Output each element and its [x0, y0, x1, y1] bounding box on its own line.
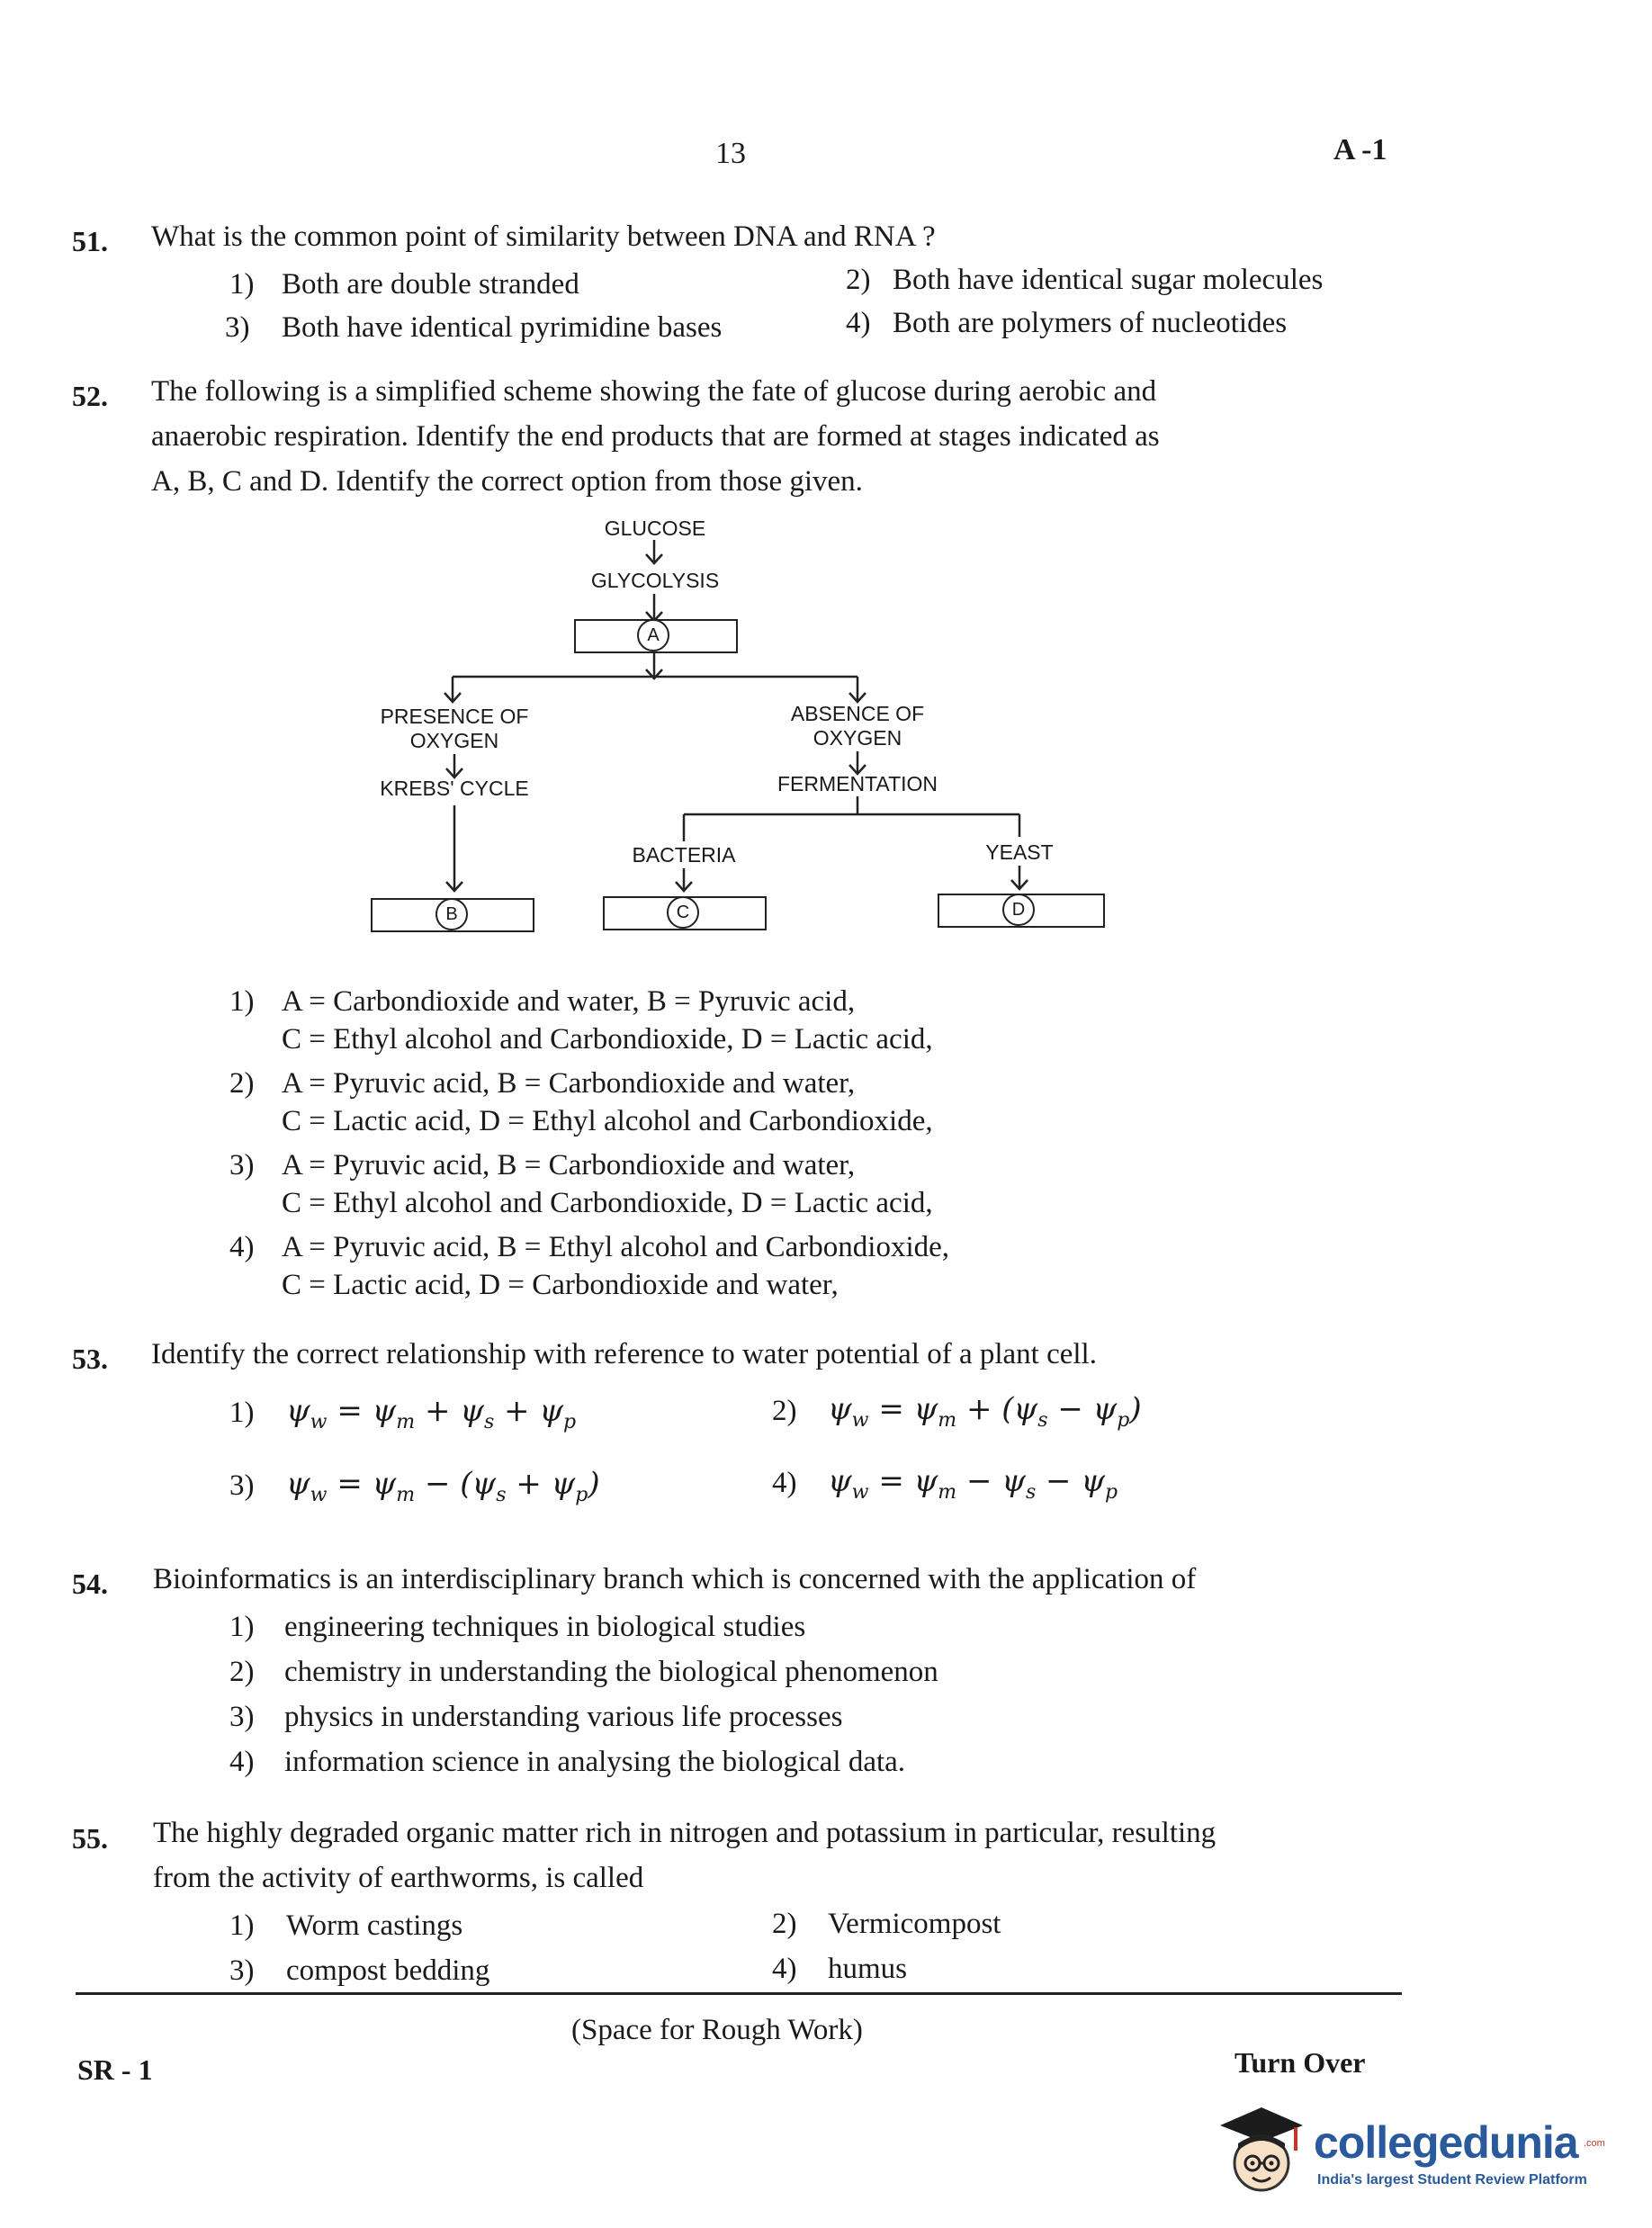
question-55-line-1: The highly degraded organic matter rich in nitrogen and potassium in particular, resulting	[153, 1817, 1217, 1849]
diagram-fermentation: FERMENTATION	[777, 772, 938, 795]
q53-option-2-num: 2)	[772, 1395, 797, 1427]
q55-option-4: humus	[828, 1953, 908, 1985]
q54-option-2: chemistry in understanding the biological phenomenon	[284, 1656, 938, 1688]
diagram-yeast: YEAST	[985, 840, 1054, 864]
question-51-text: What is the common point of similarity between DNA and RNA ?	[151, 220, 936, 253]
question-53-text: Identify the correct relationship with reference to water potential of a plant cell.	[151, 1338, 1097, 1370]
q54-option-4: information science in analysing the biological data.	[284, 1746, 906, 1778]
q54-option-2-num: 2)	[229, 1656, 255, 1688]
diagram-bacteria: BACTERIA	[632, 843, 736, 867]
q52-option-3-line-2: C = Ethyl alcohol and Carbondioxide, D = Lactic acid,	[282, 1187, 933, 1219]
footer-rule	[76, 1992, 1402, 1995]
rough-work-label: (Space for Rough Work)	[571, 2014, 863, 2046]
turn-over-clip	[1235, 2039, 1405, 2079]
brand-suffix: .com	[1584, 2138, 1605, 2149]
q54-option-3: physics in understanding various life processes	[284, 1701, 843, 1733]
q51-option-2-num: 2)	[846, 264, 871, 296]
q51-option-4-num: 4)	[846, 307, 871, 339]
question-51-number: 51.	[72, 225, 108, 257]
q52-option-4-num: 4)	[229, 1231, 255, 1263]
q52-option-1-line-1: A = Carbondioxide and water, B = Pyruvic acid,	[282, 985, 856, 1018]
q52-option-2-line-2: C = Lactic acid, D = Ethyl alcohol and Carbondioxide,	[282, 1105, 933, 1137]
question-52-line-3: A, B, C and D. Identify the correct option from those given.	[151, 465, 863, 498]
q51-option-3: Both have identical pyrimidine bases	[282, 311, 723, 344]
diagram-absence-line-2: OXYGEN	[813, 726, 902, 750]
q55-option-4-num: 4)	[772, 1953, 797, 1985]
diagram-lines	[0, 0, 1652, 990]
q55-option-3-num: 3)	[229, 1954, 255, 1987]
question-52-line-2: anaerobic respiration. Identify the end products that are formed at stages indicated as	[151, 420, 1160, 453]
q53-option-3-num: 3)	[229, 1469, 255, 1502]
q51-option-3-num: 3)	[225, 311, 250, 344]
diagram-presence-line-1: PRESENCE OF	[380, 705, 529, 728]
question-54-number: 54.	[72, 1568, 108, 1600]
q51-option-1-num: 1)	[229, 268, 255, 301]
q52-option-1-line-2: C = Ethyl alcohol and Carbondioxide, D = Lactic acid,	[282, 1023, 933, 1056]
question-54-text: Bioinformatics is an interdisciplinary branch which is concerned with the application of	[153, 1563, 1197, 1595]
q54-option-4-num: 4)	[229, 1746, 255, 1778]
brand-name: collegedunia	[1314, 2117, 1578, 2168]
q54-option-1-num: 1)	[229, 1611, 255, 1643]
page-number: 13	[715, 137, 746, 170]
question-52-line-1: The following is a simplified scheme showing the fate of glucose during aerobic and	[151, 375, 1157, 408]
diagram-glucose: GLUCOSE	[604, 517, 706, 540]
circle-b: B	[435, 898, 468, 930]
question-53-number: 53.	[72, 1343, 108, 1375]
circle-a: A	[637, 619, 669, 651]
q53-option-4-num: 4)	[772, 1467, 797, 1499]
respiration-diagram	[0, 0, 1652, 990]
diagram-glycolysis: GLYCOLYSIS	[590, 569, 720, 592]
q53-option-1-formula: $\psi_w = \psi_m + \psi_s + \psi_p$	[286, 1393, 577, 1433]
q52-option-2-line-1: A = Pyruvic acid, B = Carbondioxide and water,	[282, 1067, 856, 1100]
question-55-number: 55.	[72, 1822, 108, 1855]
circle-d: D	[1002, 894, 1035, 926]
circle-c: C	[667, 896, 699, 929]
q53-option-1-num: 1)	[229, 1397, 255, 1429]
q54-option-3-num: 3)	[229, 1701, 255, 1733]
question-55-line-2: from the activity of earthworms, is called	[153, 1862, 644, 1894]
diagram-presence-line-2: OXYGEN	[409, 729, 499, 752]
question-52-number: 52.	[72, 380, 108, 412]
mascot-logo-icon	[1217, 2104, 1306, 2203]
q51-option-4: Both are polymers of nucleotides	[893, 307, 1288, 339]
paper-code: A -1	[1333, 133, 1387, 166]
q52-option-3-line-1: A = Pyruvic acid, B = Carbondioxide and water,	[282, 1149, 856, 1181]
series-code: SR - 1	[77, 2053, 153, 2086]
turn-over-label: Turn Over	[1235, 2046, 1366, 2079]
q53-option-2-formula: $\psi_w = \psi_m + (\psi_s - \psi_p)$	[828, 1391, 1142, 1432]
diagram-krebs: KREBS' CYCLE	[380, 777, 529, 800]
q52-option-4-line-2: C = Lactic acid, D = Carbondioxide and water,	[282, 1269, 839, 1301]
q55-option-1-num: 1)	[229, 1909, 255, 1942]
brand-tagline: India's largest Student Review Platform	[1317, 2172, 1587, 2188]
q53-option-4-formula: $\psi_w = \psi_m - \psi_s - \psi_p$	[828, 1463, 1118, 1504]
q52-option-3-num: 3)	[229, 1149, 255, 1181]
q54-option-1: engineering techniques in biological studies	[284, 1611, 806, 1643]
q55-option-1: Worm castings	[286, 1909, 463, 1942]
q53-option-3-formula: $\psi_w = \psi_m - (\psi_s + \psi_p)$	[286, 1466, 600, 1506]
q51-option-1: Both are double stranded	[282, 268, 579, 301]
q52-option-1-num: 1)	[229, 985, 255, 1018]
collegedunia-watermark	[1217, 2104, 1612, 2203]
diagram-absence-line-1: ABSENCE OF	[790, 702, 925, 725]
q51-option-2: Both have identical sugar molecules	[893, 264, 1324, 296]
q52-option-4-line-1: A = Pyruvic acid, B = Ethyl alcohol and Carbondioxide,	[282, 1231, 950, 1263]
q55-option-2: Vermicompost	[828, 1908, 1001, 1940]
q55-option-2-num: 2)	[772, 1908, 797, 1940]
q52-option-2-num: 2)	[229, 1067, 255, 1100]
q55-option-3: compost bedding	[286, 1954, 490, 1987]
